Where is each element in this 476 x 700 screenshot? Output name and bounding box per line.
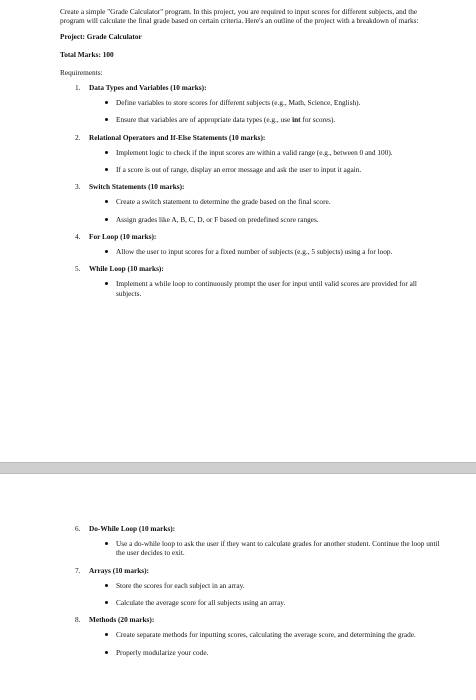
page-1-content [60,7,440,306]
bullet-item: Implement a while loop to continuously prompt the user for input until valid scores are provided for all subjects. [89,279,440,297]
bullet-item: Store the scores for each subject in an array. [89,581,440,590]
section-bullets [89,539,440,557]
requirement-section [60,232,440,256]
bullet-item: Assign grades like A, B, C, D, or F based on predefined score ranges. [89,215,440,224]
section-number: 6. [75,524,81,533]
project-title: Project: Grade Calculator [60,32,142,42]
requirement-section [60,264,440,298]
requirement-section [60,524,440,558]
section-bullets [89,148,440,174]
requirement-section [60,133,440,175]
section-bullets [89,247,440,256]
page-separator [0,462,476,474]
requirements-list-page-2 [60,524,440,657]
requirement-section [60,83,440,125]
requirement-section [60,615,440,657]
section-bullets [89,630,440,656]
section-number: 1. [75,83,81,93]
section-number: 2. [75,132,81,142]
section-number: 4. [75,231,81,241]
document-page-2 [0,474,476,700]
section-bullets [89,581,440,607]
section-title: Data Types and Variables (10 marks): [89,83,207,93]
bullet-item: Properly modularize your code. [89,648,440,657]
section-number: 7. [75,565,81,575]
bullet-item: Create a switch statement to determine the grade based on the final score. [89,197,440,206]
requirement-section [60,182,440,224]
page-2-content [60,524,440,665]
bullet-text: Ensure that variables are of appropriate data types (e.g., use [116,115,293,125]
bullet-item: Allow the user to input scores for a fixed number of subjects (e.g., 5 subjects) using a for loop. [89,247,440,256]
bullet-text: for scores). [300,115,336,125]
section-title: For Loop (10 marks): [89,231,157,241]
bullet-item: Define variables to store scores for different subjects (e.g., Math, Science, English). [89,98,440,107]
section-number: 8. [75,615,81,625]
bullet-item: If a score is out of range, display an error message and ask the user to input it again. [89,165,440,174]
code-keyword: int [292,115,301,125]
section-title: Methods (20 marks): [89,615,155,625]
bullet-item: Implement logic to check if the input scores are within a valid range (e.g., between 0 and 100). [89,148,440,157]
intro-paragraph: Create a simple "Grade Calculator" program. In this project, you are required to input scores for different subjects, and the program will calculate the final grade based on certain criteria. Here's an outline of the project with a breakdown of marks: [60,7,419,26]
section-title: Switch Statements (10 marks): [89,182,185,192]
bullet-item: Use a do-while loop to ask the user if they want to calculate grades for another student. Continue the loop until the user decides to exit. [89,539,440,557]
section-number: 5. [75,264,81,274]
section-title: Relational Operators and If-Else Statements (10 marks): [89,132,266,142]
total-marks: Total Marks: 100 [60,49,114,59]
section-title: Do-While Loop (10 marks): [89,524,176,533]
section-bullets [89,98,440,124]
requirement-section [60,566,440,608]
section-number: 3. [75,182,81,192]
bullet-item: Calculate the average score for all subjects using an array. [89,598,440,607]
requirements-list-page-1 [60,83,440,298]
section-title: While Loop (10 marks): [89,264,164,274]
section-bullets [89,279,440,297]
section-bullets [89,197,440,223]
bullet-item [89,115,440,124]
section-title: Arrays (10 marks): [89,565,149,575]
requirements-label: Requirements: [60,67,103,77]
bullet-item: Create separate methods for inputting scores, calculating the average score, and determining the grade. [89,630,440,639]
